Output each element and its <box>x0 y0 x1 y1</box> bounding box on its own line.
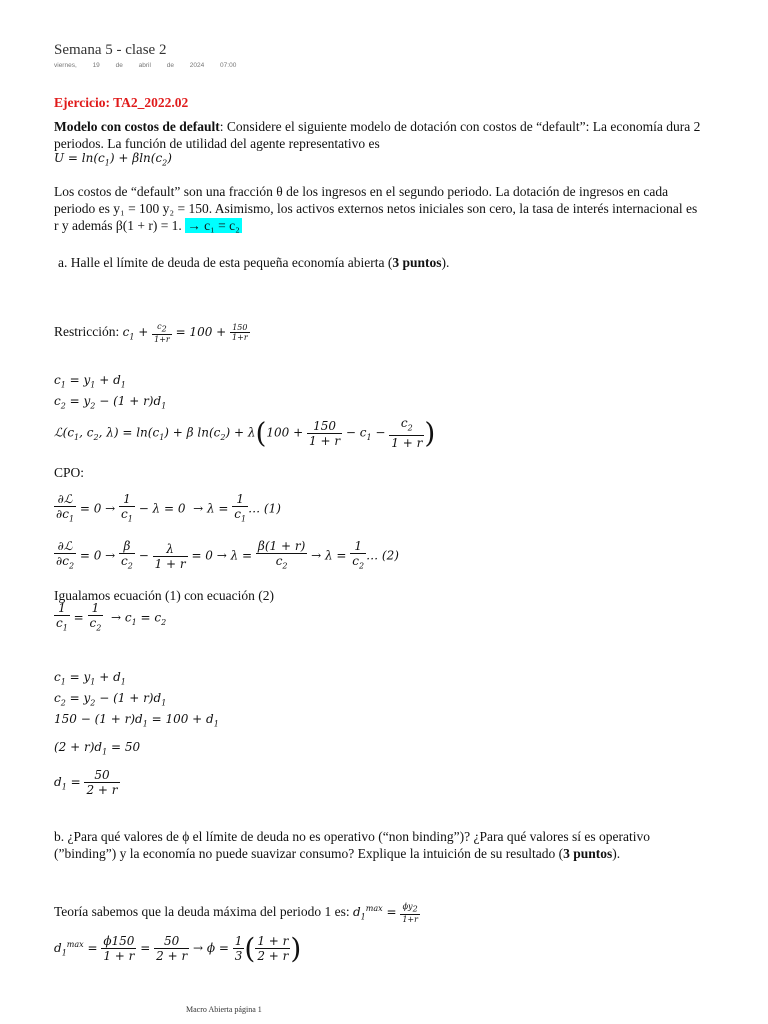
page-title: Semana 5 - clase 2 <box>54 42 167 58</box>
question-b-line2: (”binding”) y la economía no puede suavizar consumo? Explique la intuición de su resultado ( <box>54 846 564 861</box>
restriction-label: Restricción: <box>54 323 120 339</box>
question-a-points: 3 puntos <box>392 255 442 270</box>
lagrangian: $ℒ(c_1$, $c_2$, $\lambda) = \ln(c_1) + \beta$ $\ln(c_2) + \lambda(100$ + $\frac{150}{1 + r}$ − $c_1$ − $\frac{c_2}{1 + r}$ ) <box>54 416 436 451</box>
intro-line2: periodos. La función de utilidad del agente representativo es <box>54 136 380 151</box>
cpo-label: CPO: <box>54 465 85 480</box>
debt-solution: $d_1$ = $\frac{50}{2 + r}$ <box>54 768 118 797</box>
question-b-line1: b. ¿Para qué valores de ϕ el límite de deuda no es operativo (“non binding”)? ¿Para qué valores sí es operativo <box>54 829 651 844</box>
page-date: viernes, 19 de abril de 2024 <box>54 62 205 69</box>
theory-line: Teoría sabemos que la deuda máxima del periodo 1 es: $d_1^{max}$ = $\frac{\phi y_2}{1+r}$ <box>54 902 418 924</box>
paragraph-2 <box>54 183 697 234</box>
budget-equations-2: $c_1 = y_1 + d_1$ $c_2 = y_2 - (1 + r)d_1$ <box>54 670 167 708</box>
theory-text: Teoría sabemos que la deuda máxima del periodo 1 es: <box>54 904 350 919</box>
equate-label: Igualamos ecuación (1) con ecuación (2) <box>54 588 275 603</box>
page-footer: Macro Abierta página 1 <box>186 1005 262 1014</box>
intro-paragraph <box>54 118 700 152</box>
equate-result: $\frac{1}{c_1}$ = $\frac{1}{c_2}$ → $c_1 = c_2$ <box>56 601 167 633</box>
p2-line2: periodo es y₁ = 100 y₂ = 150. Asimismo, los activos externos netos iniciales son cero, la tasa de interés internacional es <box>54 201 698 216</box>
simplified-equation: $(2 + r)d_1 = 50$ <box>54 740 141 757</box>
question-b-points: 3 puntos <box>563 846 613 861</box>
question-b <box>54 828 650 862</box>
question-a <box>58 254 449 271</box>
foc-1: $\frac{\text{∂ℒ}}{\partial c_1}$ = 0 → $\frac{1}{c_1}$ − λ = 0 → λ = $\frac{1}{c_1}$ … (1) <box>56 492 281 524</box>
highlight-condition: → c₁ = c₂ <box>187 218 240 233</box>
question-b-end: ). <box>612 846 621 861</box>
page-date-time <box>54 62 236 69</box>
intro-rest: : Considere el siguiente modelo de dotación con costos de “default”: La economía dura 2 <box>219 119 701 134</box>
page-time: 07:00 <box>220 62 237 69</box>
model-label: Modelo con costos de default <box>54 119 220 134</box>
restriction-line: Restricción: $c_1$ + $\frac{c_2}{1+r}$ = 100 + $\frac{150}{1+r}$ <box>54 322 248 344</box>
question-a-end: ). <box>441 255 450 270</box>
foc-2: $\frac{\text{∂ℒ}}{\partial c_2}$ = 0 → $\frac{\beta}{c_2}$ − $\frac{\lambda}{1 + r}$ = 0 → λ = $\frac{\beta(1 + r)}{c_2}$ → λ = $\frac{1}{c_2}$ … (2) <box>56 539 399 571</box>
budget-equations: $c_1 = y_1 + d_1$ $c_2 = y_2 - (1 + r)d_1$ <box>54 373 167 411</box>
max-debt-equation: $d_1^{max}$ = $\frac{\phi 150}{1 + r}$ = $\frac{50}{2 + r}$ → ϕ = $\frac{1}{3}$ ( $\frac{1 + r}{2 + r}$ ) <box>54 932 302 965</box>
p2-line3: r y además β(1 + r) = 1. <box>54 218 182 233</box>
utility-equation: $U = \ln(c_1) + \beta\ln(c_2)$ <box>54 151 172 168</box>
question-a-text: a. Halle el límite de deuda de esta pequeña economía abierta ( <box>58 255 393 270</box>
substitution-equation: $150 - (1 + r)d_1 = 100 + d_1$ <box>54 712 219 729</box>
exercise-heading: Ejercicio: TA2_2022.02 <box>54 95 189 110</box>
p2-line1: Los costos de “default” son una fracción θ de los ingresos en el segundo periodo. La dotación de ingresos en cada <box>54 184 669 199</box>
